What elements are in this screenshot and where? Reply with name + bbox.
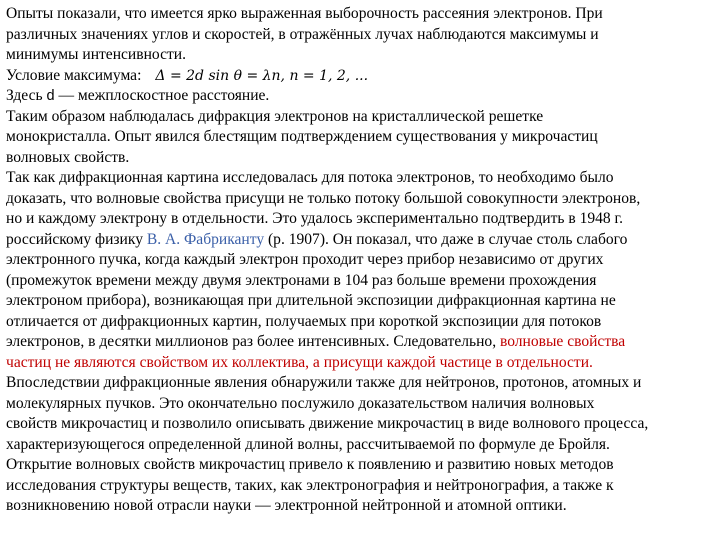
text-line: [6, 373, 718, 394]
condition-line: [6, 66, 718, 87]
text-line: [6, 189, 718, 210]
paragraph3-line9-prefix: электронов, в десятки миллионов раз более интенсивных. Следовательно,: [6, 333, 497, 350]
paragraph1-line3: минимумы интенсивности.: [6, 46, 186, 63]
paragraph2-line3: волновых свойств.: [6, 148, 130, 166]
paragraph3-line7: электроном прибора), возникающая при длительной экспозиции дифракционная картина не: [6, 292, 616, 309]
text-line: [6, 4, 718, 25]
text-line: [6, 127, 718, 148]
paragraph3-line4-prefix: российскому физику: [6, 230, 143, 248]
text-line: [6, 148, 718, 169]
paragraph2-line1: Таким образом наблюдалась дифракция электронов на кристаллической решетке: [6, 107, 544, 125]
definition-rest: — межплоскостное расстояние.: [58, 87, 270, 104]
paragraph3-line1: Так как дифракционная картина исследовалась для потока электронов, то необходимо было: [6, 169, 614, 186]
text-line: [6, 250, 718, 271]
text-line: [6, 230, 718, 251]
paragraph1-line2: различных значениях углов и скоростей, в отражённых лучах наблюдаются максимумы и: [6, 25, 599, 43]
paragraph5-line1: Открытие волновых свойств микрочастиц привело к появлению и развитию новых методов: [6, 456, 614, 473]
text-line: [6, 455, 718, 476]
text-line: [6, 332, 718, 353]
text-line: [6, 476, 718, 497]
paragraph3-line5: электронного пучка, когда каждый электрон проходит через прибор независимо от других: [6, 251, 604, 268]
paragraph3-line3: но и каждому электрону в отдельности. Это удалось экспериментально подтвердить в 1948 г.: [6, 210, 624, 227]
paragraph3-line8: отличается от дифракционных картин, получаемых при короткой экспозиции для потоков: [6, 312, 602, 330]
text-line: [6, 45, 718, 66]
definition-line: [6, 86, 718, 107]
text-line: [6, 291, 718, 312]
paragraph4-line1: Впоследствии дифракционные явления обнаружили также для нейтронов, протонов, атомных и: [6, 374, 642, 391]
highlight-text: частиц не являются свойством их коллектива, а присущи каждой частице в отдельности.: [6, 353, 593, 371]
paragraph5-line3: возникновению новой отрасли науки — электронной нейтронной и атомной оптики.: [6, 497, 567, 514]
slide-text: [6, 4, 718, 517]
fabrikant-link[interactable]: В. А. Фабриканту: [146, 230, 265, 248]
paragraph2-line2: монокристалла. Опыт явился блестящим подтверждением существования у микрочастиц: [6, 128, 598, 145]
paragraph5-line2: исследования структуры веществ, таких, как электронография и нейтронография, а также к: [6, 476, 614, 494]
highlight-text: волновые свойства: [499, 333, 626, 350]
paragraph4-line4: характеризующегося определенной длиной волны, рассчитываемой по формуле де Бройля.: [6, 435, 610, 453]
text-line: [6, 25, 718, 46]
paragraph4-line2: молекулярных пучков. Это окончательно послужило доказательством наличия волновых: [6, 394, 595, 412]
paragraph3-line4-suffix: (р. 1907). Он показал, что даже в случае столь слабого: [268, 230, 628, 248]
condition-label: Условие максимума:: [6, 66, 142, 84]
paragraph1-line1: Опыты показали, что имеется ярко выраженная выборочность рассеяния электронов. При: [6, 5, 603, 22]
paragraph3-line6: (промежуток времени между двумя электронами в 104 раз больше времени прохождения: [6, 271, 597, 289]
text-line: [6, 312, 718, 333]
text-line: [6, 107, 718, 128]
text-line: [6, 271, 718, 292]
text-line: [6, 414, 718, 435]
definition-symbol: d: [46, 88, 55, 104]
paragraph4-line3: свойств микрочастиц и позволило описывать движение микрочастиц в виде волнового процесса,: [6, 415, 649, 432]
definition-prefix: Здесь: [6, 87, 43, 104]
maximum-formula: Δ = 2d sin θ = λn, n = 1, 2, ...: [155, 67, 369, 84]
text-line: [6, 353, 718, 374]
text-line: [6, 394, 718, 415]
text-line: [6, 209, 718, 230]
text-line: [6, 496, 718, 517]
paragraph3-line2: доказать, что волновые свойства присущи не только потоку большой совокупности электронов,: [6, 189, 641, 207]
text-line: [6, 168, 718, 189]
text-line: [6, 435, 718, 456]
